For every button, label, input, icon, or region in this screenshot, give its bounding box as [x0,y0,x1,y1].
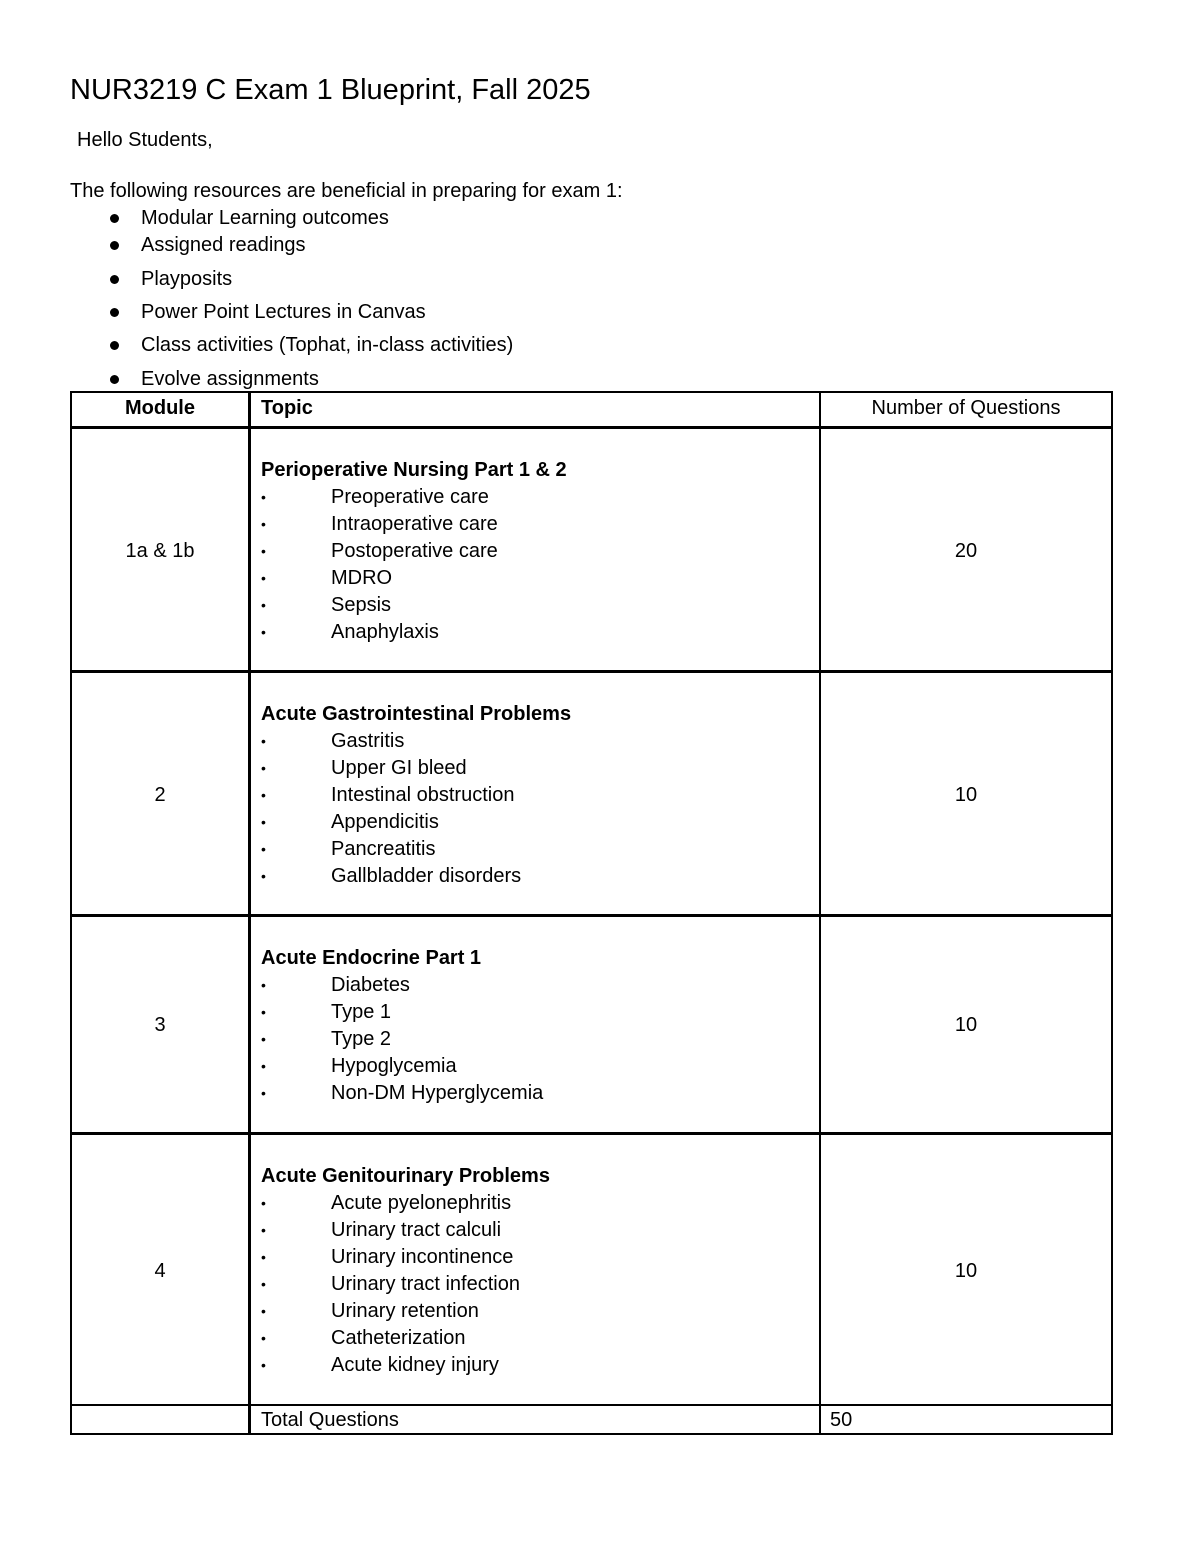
table-row-divider [70,670,1113,673]
topic-item-label: Gallbladder disorders [331,865,522,887]
bullet-icon [110,241,119,250]
column-header-module: Module [125,397,195,419]
bullet-icon: • [261,1357,266,1373]
topic-item-label: Upper GI bleed [331,757,467,779]
topic-list [261,972,544,1107]
list-item [261,592,567,619]
topic-item-label: Type 2 [331,1028,392,1050]
bullet-icon: • [261,1249,266,1265]
bullet-icon: • [261,733,266,749]
bullet-icon: • [261,543,266,559]
list-item [261,809,571,836]
topic-item-label: Preoperative care [331,486,489,508]
list-item [261,755,571,782]
table-border-right [1111,391,1113,1435]
topic-heading: Perioperative Nursing Part 1 & 2 [261,459,567,481]
bullet-icon: • [261,1031,266,1047]
list-item [261,484,567,511]
resource-label: Power Point Lectures in Canvas [141,301,426,323]
bullet-icon: • [261,597,266,613]
topic-item-label: Acute pyelonephritis [331,1192,512,1214]
bullet-icon: • [261,624,266,640]
list-item [261,1271,550,1298]
list-item [261,511,567,538]
topic-cell [261,944,544,1107]
list-item [261,1026,481,1053]
table-row-divider [70,1404,1113,1406]
topic-item-label: Anaphylaxis [331,621,439,643]
topic-list [261,1190,550,1379]
topic-item-label: Diabetes [331,974,410,996]
bullet-icon: • [261,977,266,993]
list-item [261,1325,550,1352]
blueprint-table [70,391,1113,1435]
topic-list [261,484,567,646]
topic-item-label: Gastritis [331,730,405,752]
resource-label: Evolve assignments [141,368,319,390]
bullet-icon [110,214,119,223]
module-cell: 4 [154,1260,166,1282]
list-item [261,565,567,592]
bullet-icon: • [261,1330,266,1346]
list-item [261,1053,481,1080]
list-item [261,1190,550,1217]
document-title: NUR3219 C Exam 1 Blueprint, Fall 2025 [70,74,591,106]
bullet-icon: • [261,1222,266,1238]
topic-item-label: Urinary incontinence [331,1246,514,1268]
bullet-icon: • [261,814,266,830]
resources-intro: The following resources are beneficial in preparing for exam 1: [70,180,623,202]
bullet-icon: • [261,841,266,857]
bullet-icon: • [261,1303,266,1319]
bullet-icon: • [261,760,266,776]
list-item [261,863,571,890]
topic-cell [261,700,571,890]
topic-item-label: Intestinal obstruction [331,784,515,806]
questions-cell: 10 [954,1014,978,1036]
bullet-icon: • [261,787,266,803]
module-cell: 1a & 1b [125,540,195,562]
bullet-icon: • [261,1195,266,1211]
table-border-top [70,391,1113,393]
module-cell: 3 [154,1014,166,1036]
resource-label: Modular Learning outcomes [141,207,389,229]
bullet-icon: • [261,868,266,884]
topic-list [261,728,571,890]
table-column-divider [248,391,251,1435]
topic-item-label: Urinary retention [331,1300,479,1322]
topic-item-label: Sepsis [331,594,392,616]
topic-heading: Acute Gastrointestinal Problems [261,703,572,725]
topic-item-label: Catheterization [331,1327,466,1349]
topic-item-label: Intraoperative care [331,513,498,535]
topic-item-label: Postoperative care [331,540,498,562]
list-item [261,1352,550,1379]
list-item [261,728,571,755]
topic-item-label: Urinary tract calculi [331,1219,502,1241]
list-item [261,1217,550,1244]
questions-cell: 10 [954,1260,978,1282]
topic-item-label: Hypoglycemia [331,1055,457,1077]
list-item [261,538,567,565]
bullet-icon: • [261,1085,266,1101]
topic-item-label: Type 1 [331,1001,392,1023]
column-header-topic: Topic [261,397,313,419]
module-cell: 2 [154,784,166,806]
topic-heading: Acute Genitourinary Problems [261,1165,550,1187]
resource-label: Assigned readings [141,234,306,256]
topic-heading: Acute Endocrine Part 1 [261,947,482,969]
bullet-icon [110,375,119,384]
resource-label: Class activities (Tophat, in-class activities) [141,334,514,356]
list-item [261,999,481,1026]
table-row-divider [70,426,1113,429]
table-row-divider [70,1132,1113,1135]
table-row-divider [70,914,1113,917]
resource-label: Playposits [141,268,233,290]
bullet-icon: • [261,1058,266,1074]
topic-cell [261,1162,550,1379]
bullet-icon: • [261,1004,266,1020]
list-item [261,1298,550,1325]
bullet-icon [110,275,119,284]
table-border-bottom [70,1433,1113,1435]
topic-item-label: MDRO [331,567,393,589]
list-item [261,619,567,646]
topic-item-label: Non-DM Hyperglycemia [331,1082,544,1104]
questions-cell: 10 [954,784,978,806]
bullet-icon: • [261,516,266,532]
column-header-questions: Number of Questions [871,397,1061,419]
greeting-text: Hello Students, [77,129,213,151]
bullet-icon [110,308,119,317]
list-item [261,1080,544,1107]
list-item [261,782,571,809]
questions-cell: 20 [954,540,978,562]
topic-item-label: Urinary tract infection [331,1273,520,1295]
total-label: Total Questions [261,1409,399,1431]
topic-cell [261,456,567,646]
bullet-icon: • [261,570,266,586]
bullet-icon: • [261,1276,266,1292]
bullet-icon: • [261,489,266,505]
list-item [261,1244,550,1271]
bullet-icon [110,341,119,350]
total-value: 50 [830,1409,853,1431]
topic-item-label: Acute kidney injury [331,1354,499,1376]
topic-item-label: Pancreatitis [331,838,436,860]
topic-item-label: Appendicitis [331,811,439,833]
list-item [261,972,481,999]
list-item [261,836,571,863]
